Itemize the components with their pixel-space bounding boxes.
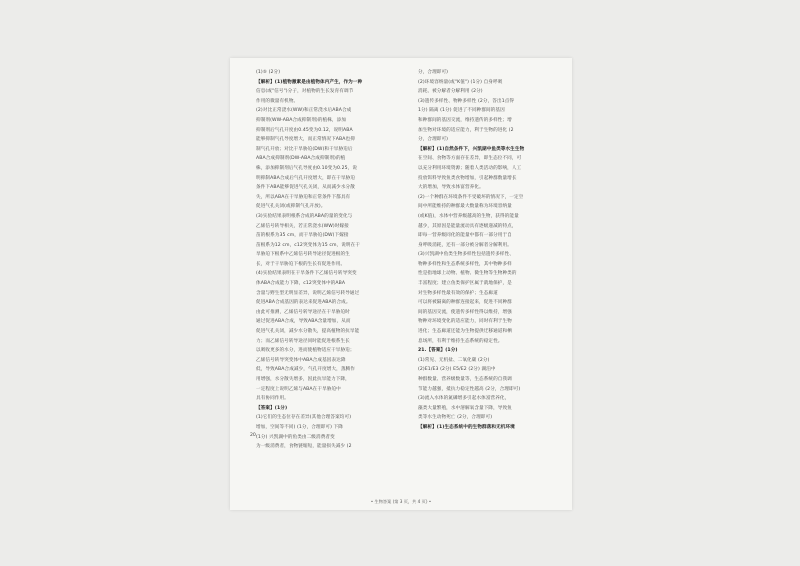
text-line: (1)它们的生态位存在差异(其他合理答案均可) — [256, 415, 352, 421]
text-line: 低，导致ABA合成减少，气孔开度增大，蒸腾作 — [256, 367, 355, 373]
text-line: (1)⑤ (2分) — [256, 70, 281, 75]
left-column — [256, 68, 406, 452]
text-line: (2)环境容纳量(或"K值") (1分) 自身呼吸 — [418, 79, 503, 85]
text-line: 能够抑制气孔导度增大，而正常情况下ABA也抑 — [256, 137, 355, 143]
text-line: 用增强，水分散失增多，因此抗旱能力下降， — [256, 377, 350, 382]
text-line: 制气孔开放；对比干旱胁迫(DW)和干旱胁迫后 — [256, 146, 353, 152]
answer-sheet-page — [230, 58, 572, 510]
text-line: (或K值)，水体中营养级越高的生物，获得的能量 — [418, 213, 519, 219]
text-line: (1)常见、无机盐、二氧化碳 (2分) — [418, 357, 490, 363]
text-line: 作用的微量有机物。 — [256, 98, 299, 104]
right-column — [418, 68, 568, 433]
text-line: 间的基因交流，使遗传多样性得以维持，增强 — [418, 309, 512, 315]
text-line: 抑制剂后气孔开度由0.45变为0.12，说明ABA — [256, 127, 353, 133]
text-line: 力；而乙烯信号转导途径同时能促进根系生长 — [256, 338, 350, 344]
text-line: 乙烯信号转导相关，若正常浇水(WW)时嫁接 — [256, 223, 349, 229]
text-line: 长，对于干旱胁迫下根的生长有促进作用。 — [256, 261, 346, 267]
text-line: 身呼吸消耗，还有一部分被分解者分解利用。 — [418, 242, 512, 248]
text-line: 类等水生动物死亡 (2分，合理即可) — [418, 415, 493, 421]
text-line: 通过促进ABA合成，导致ABA含量增加，从而 — [256, 319, 351, 325]
text-line: 进化；生态廊道还能为生物提供迁移通道和栖 — [418, 329, 512, 335]
text-line: 【解析】(1)植物激素是由植物体内产生，作为一种 — [256, 79, 363, 85]
text-line: 信息(或"信号")分子，对植物的生长发育有调节 — [256, 89, 354, 95]
text-line: 节能力越强，抵抗力稳定性越高 (2分，合理即可) — [418, 386, 521, 392]
text-line: 藻类大量繁殖，水中溶解氧含量下降，导致鱼 — [418, 405, 512, 411]
text-line: 丰富程度；建立鱼类保护区属于就地保护，是 — [418, 281, 512, 287]
text-line: 为一级消费者，食物链缩短，能量损失减少 (2 — [256, 444, 352, 450]
text-line: 具有协同作用。 — [256, 396, 289, 402]
text-line: 即每一营养级同化的能量中都有一部分用于自 — [418, 233, 512, 239]
text-line: 明抑制ABA合成后气孔开度增大，即在干旱胁迫 — [256, 175, 355, 181]
text-line: 苗根系为12 cm，c12突变体为15 cm，说明在干 — [256, 242, 360, 248]
text-line: (3)遗传多样性、物种多样性 (2分，答出1点得 — [418, 98, 515, 104]
text-line: 对生物多样性最有效的保护；生态廊道 — [418, 290, 498, 296]
page-footer: • 生物答案 (第 3 页，共 4 页) • — [370, 499, 432, 504]
text-line: (2)一个种群在环境条件不受破坏的情况下，一定空 — [418, 194, 524, 200]
text-line: 息场所，有利于维持生态系统的稳定性。 — [418, 338, 503, 344]
text-line: 21.【答案】(1分) — [418, 348, 458, 354]
question-number: 20. — [250, 433, 258, 438]
text-line: 分，合理即可) — [418, 70, 449, 75]
text-line: 促进ABA合成基因的表达来促进ABA的合成。 — [256, 300, 351, 306]
text-line: 增加，空间等不同) (1分，合理即可) 下降 — [256, 424, 343, 430]
text-line: 和种群间的基因交流，维持遗传的多样性；增 — [418, 117, 512, 123]
text-line: 体ABA合成能力下降，c12突变体中的ABA — [256, 281, 346, 287]
text-line: 大的增加，导致水体富营养化。 — [418, 185, 484, 191]
text-line: 含量与野生型无明显差异，说明乙烯信号转导通过 — [256, 290, 360, 296]
text-line: 失，所以ABA在干旱胁迫和正常条件下都具有 — [256, 194, 351, 200]
text-line: 【解析】(1)自然条件下，兴凯湖中鱼类等水生生物 — [418, 146, 525, 152]
text-line: 间中所能维持的种群最大数量称为环境容纳量 — [418, 204, 512, 210]
text-line: 分，合理即可) — [418, 137, 449, 143]
text-line: 促进气孔关闭(或抑制气孔开放)。 — [256, 204, 326, 210]
text-line: 以吸收更多的水分，进而使植物适应干旱胁迫； — [256, 348, 355, 354]
text-line: 以充分利用环境资源；随着人类活动的影响，人工 — [418, 165, 522, 171]
text-line: 消耗、被分解者分解利用 (2分) — [418, 89, 483, 95]
text-line: 苗的根系为35 cm，而干旱胁迫(DW)下嫁接 — [256, 233, 349, 239]
text-line: 性是指地球上动物、植物、微生物等生物种类的 — [418, 271, 517, 277]
text-line: (3)兴凯湖中鱼类生物多样性包括遗传多样性、 — [418, 252, 514, 258]
text-line: 一定程度上说明乙烯与ABA在干旱胁迫中 — [256, 386, 341, 392]
text-line: 由此可推测，乙烯信号转导途径在干旱胁迫时 — [256, 309, 350, 315]
text-line: 种群数量、营养级数量等，生态系统的自我调 — [418, 377, 512, 382]
text-line: 旱胁迫下根系中乙烯信号转导途径促进根的生 — [256, 252, 350, 258]
text-line: 可以将被隔离的种群连接起来，促进不同种群 — [418, 300, 512, 306]
text-line: (2)E1/E3 (2分) E5/E2 (2分) 湖泊中 — [418, 367, 496, 373]
text-line: (2)对比正常浇水(WW)和正常浇水后ABA合成 — [256, 108, 352, 114]
text-line: (3)实验结果表明根系合成的ABA的量的变化与 — [256, 213, 353, 219]
text-line: 株，添加抑制剂后气孔导度由0.10变为0.25，说 — [256, 165, 358, 171]
text-line: 条件下ABA能够促进气孔关闭，从而减少水分散 — [256, 185, 355, 191]
text-line: (3)流入水体的氮磷增多引起水体富营养化， — [418, 396, 510, 402]
text-line: 【解析】(1)生态系统中的生物群落和无机环境 — [418, 424, 515, 430]
text-line: 投放饵料导致鱼类食物增加，引起种群数量增长 — [418, 175, 517, 181]
text-line: 物种对环境变化的适应能力，同时有利于生物 — [418, 319, 512, 325]
text-line: 乙烯信号转导突变体中ABA合成基因表达降 — [256, 357, 346, 363]
text-line: 1分) 隔离 (1分) 促进了不同种群间的基因 — [418, 108, 505, 114]
text-line: 加生物对环境的适应能力，利于生物的进化 (2 — [418, 127, 514, 133]
text-line: 促进气孔关闭，减少水分散失，提高植物的抗旱能 — [256, 329, 360, 335]
text-line: (1分) 兴凯湖中的鱼类由二级消费者变 — [256, 434, 335, 440]
text-line: 【答案】(1分) — [256, 405, 288, 411]
text-line: 抑制剂(WW-ABA合成抑制剂)的植株，添加 — [256, 117, 346, 123]
text-line: 物种多样性和生态系统多样性，其中物种多样 — [418, 261, 512, 267]
text-line: 越少，其原因是能量流动具有逐级递减的特点， — [418, 223, 517, 229]
text-line: 在空间、食物等方面存在差异，即生态位不同，可 — [418, 156, 522, 162]
text-line: (4)实验结果表明在干旱条件下乙烯信号转导突变 — [256, 271, 357, 277]
text-line: ABA合成抑制剂(DW-ABA合成抑制剂)的植 — [256, 156, 346, 162]
